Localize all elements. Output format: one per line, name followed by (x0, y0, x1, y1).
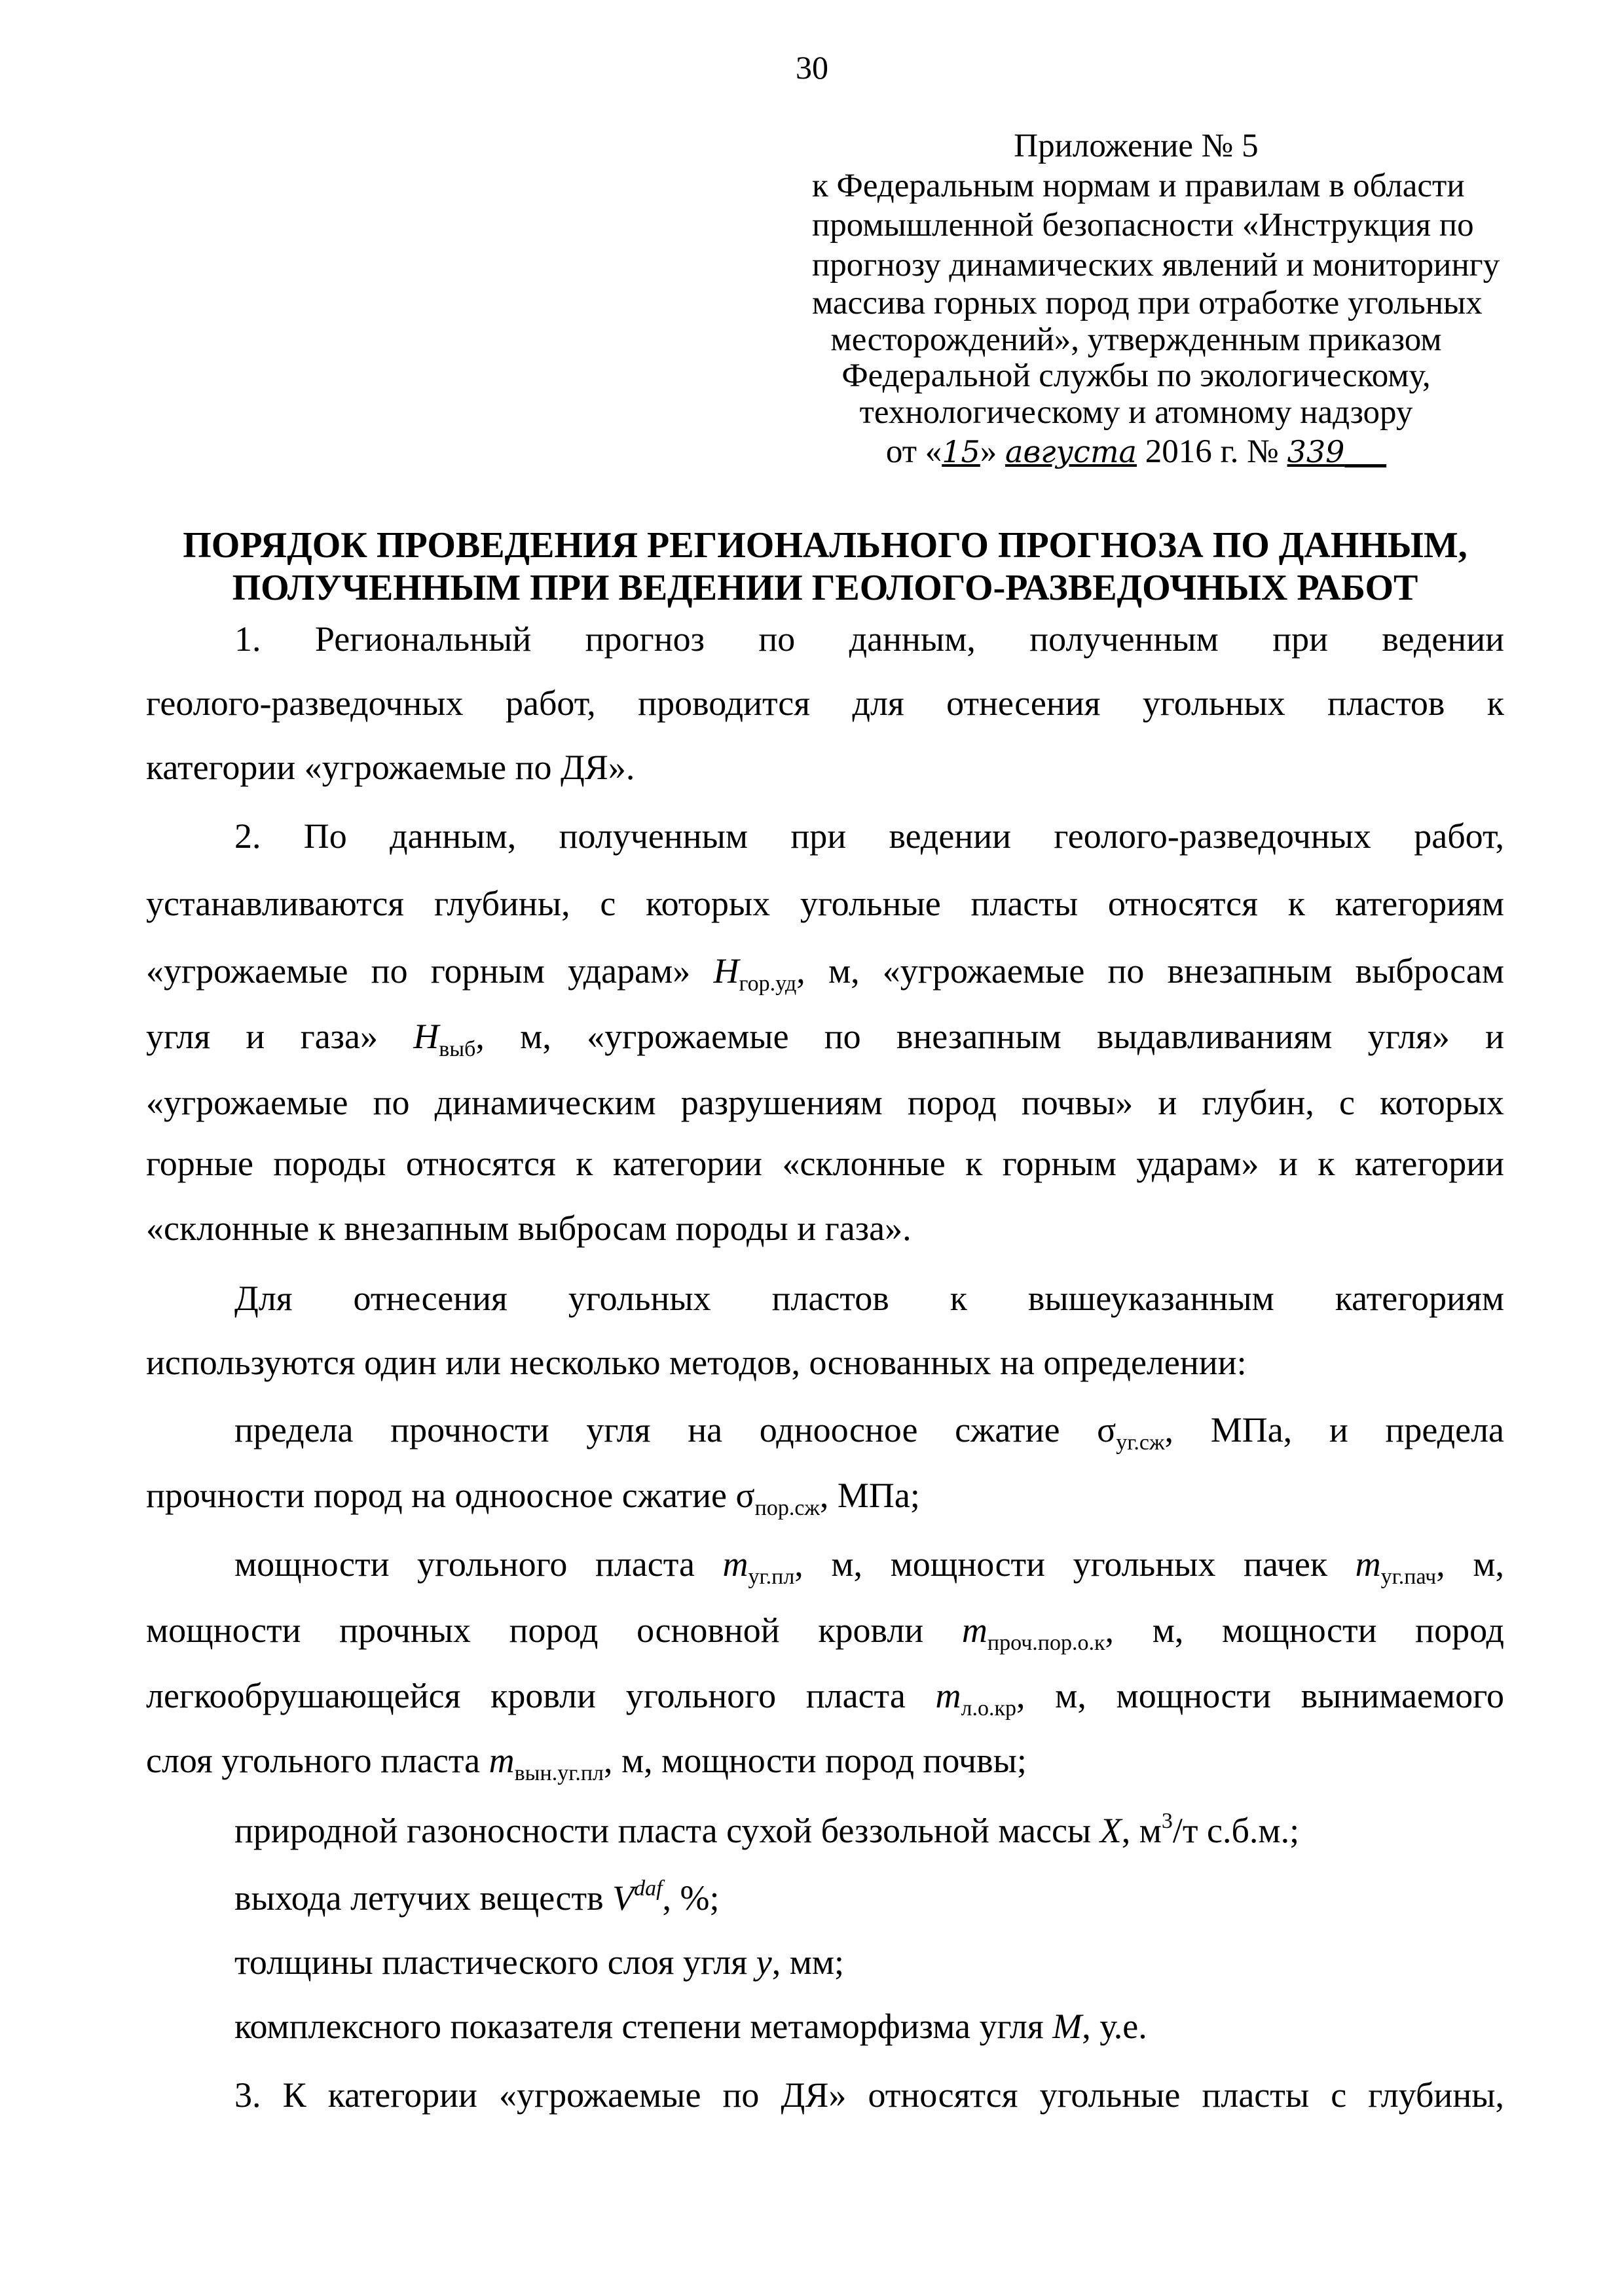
superscript: 3 (1161, 1809, 1173, 1833)
variable-symbol: V (612, 1878, 635, 1918)
body-line (234, 1537, 1504, 1592)
body-line (146, 1009, 1504, 1064)
subscript: уг.пач (1380, 1565, 1437, 1589)
text-run: комплексного показателя степени метаморфизма угля (234, 2007, 1053, 2046)
text-run: , м (1121, 1811, 1162, 1850)
header-line: промышленной безопасности «Инструкция по (812, 207, 1474, 244)
date-line-text (1344, 433, 1386, 470)
body-line (146, 943, 1504, 998)
text-run: , МПа, и предела (1164, 1410, 1505, 1449)
text-run: , м, мощности вынимаемого (1016, 1676, 1504, 1715)
body-line (146, 1468, 1504, 1523)
text-run: геолого-разведочных работ, проводится для отнесения угольных пластов к (146, 683, 1504, 723)
variable-symbol: m (935, 1676, 961, 1715)
subscript: л.о.кр (961, 1696, 1016, 1721)
body-line (146, 676, 1504, 731)
body-line (146, 740, 1504, 795)
body-line (146, 1733, 1504, 1788)
text-run: 3. К категории «угрожаемые по ДЯ» относятся угольные пласты с глубины, (234, 2075, 1504, 2115)
text-run: «угрожаемые по горным ударам» (146, 951, 714, 991)
text-run: прочности пород на одноосное сжатие σ (146, 1476, 755, 1515)
variable-symbol: H (713, 951, 739, 991)
document-title-line-1: ПОРЯДОК ПРОВЕДЕНИЯ РЕГИОНАЛЬНОГО ПРОГНОЗА ПО ДАННЫМ, (183, 525, 1467, 566)
text-run: , м, мощности пород почвы; (603, 1741, 1027, 1780)
body-line (146, 1603, 1504, 1658)
subscript: пор.сж (754, 1496, 820, 1520)
header-line: массива горных пород при отработке угольных (812, 285, 1483, 321)
text-run: /т с.б.м.; (1172, 1811, 1300, 1850)
subscript: проч.пор.о.к (987, 1631, 1105, 1655)
text-run: , м, мощности угольных пачек (794, 1544, 1356, 1584)
text-run: , МПа; (819, 1476, 920, 1515)
body-line (234, 1870, 1504, 1925)
body-line (234, 809, 1504, 864)
text-run: легкообрушающейся кровли угольного пласта (146, 1676, 936, 1715)
text-run: толщины пластического слоя угля (234, 1942, 756, 1982)
variable-symbol: m (489, 1741, 515, 1780)
variable-symbol: m (961, 1611, 987, 1650)
text-run: , м, мощности пород (1105, 1611, 1504, 1650)
header-line: Федеральной службы по экологическому, (841, 357, 1431, 394)
document-title-line-2: ПОЛУЧЕННЫМ ПРИ ВЕДЕНИИ ГЕОЛОГО-РАЗВЕДОЧНЫХ РАБОТ (232, 568, 1418, 608)
text-run: 1. Региональный прогноз по данным, полученным при ведении (234, 619, 1504, 659)
variable-symbol: M (1052, 2007, 1082, 2046)
text-run: категории «угрожаемые по ДЯ». (146, 748, 635, 787)
variable-symbol: X (1099, 1811, 1122, 1850)
body-line (234, 1999, 1504, 2054)
superscript: daf (634, 1876, 663, 1901)
handwritten-entry: 339 (1287, 434, 1345, 469)
body-line (234, 1935, 1504, 1990)
page-number: 30 (796, 49, 828, 86)
header-line: месторождений», утвержденным приказом (830, 321, 1442, 358)
body-line (146, 1136, 1504, 1191)
date-line-text: » (980, 433, 1006, 470)
variable-symbol: H (413, 1017, 439, 1056)
text-run: , м, (1436, 1544, 1505, 1584)
text-run: , у.е. (1082, 2007, 1147, 2046)
body-line (234, 1271, 1504, 1326)
body-line (146, 876, 1504, 931)
header-line: к Федеральным нормам и правилам в области (812, 168, 1465, 204)
header-line: Приложение № 5 (1014, 128, 1259, 164)
subscript: уг.сж (1116, 1430, 1165, 1455)
handwritten-entry: 15 (942, 434, 980, 469)
body-line (146, 1075, 1504, 1130)
subscript: уг.пл (748, 1565, 795, 1589)
order-date-line (812, 435, 1460, 469)
text-run: «склонные к внезапным выбросам породы и газа». (146, 1209, 912, 1248)
text-run: мощности угольного пласта (234, 1544, 723, 1584)
body-line (146, 1201, 1504, 1256)
date-line-text: от « (885, 433, 942, 470)
text-run: , %; (662, 1878, 720, 1918)
text-run: слоя угольного пласта (146, 1741, 489, 1780)
date-line-text: 2016 г. № (1136, 433, 1287, 470)
variable-symbol: m (1355, 1544, 1381, 1584)
handwritten-entry: августа (1005, 434, 1137, 469)
body-line (234, 611, 1504, 666)
body-line (146, 1668, 1504, 1723)
text-run: , м, «угрожаемые по внезапным выбросам (796, 951, 1504, 991)
text-run: устанавливаются глубины, с которых угольные пласты относятся к категориям (146, 884, 1504, 923)
text-run: Для отнесения угольных пластов к вышеуказанным категориям (234, 1279, 1504, 1318)
text-run: горные породы относятся к категории «склонные к горным ударам» и к категории (146, 1144, 1504, 1183)
subscript: гор.уд (739, 972, 797, 996)
subscript: выб (439, 1037, 476, 1061)
text-run: «угрожаемые по динамическим разрушениям пород почвы» и глубин, с которых (146, 1083, 1504, 1122)
body-line (234, 1402, 1504, 1457)
header-line: технологическому и атомному надзору (859, 394, 1413, 431)
subscript: вын.уг.пл (514, 1761, 604, 1785)
variable-symbol: m (722, 1544, 748, 1584)
text-run: , мм; (771, 1942, 845, 1982)
text-run: предела прочности угля на одноосное сжатие σ (234, 1410, 1116, 1449)
header-line: прогнозу динамических явлений и мониторингу (812, 247, 1500, 283)
text-run: используются один или несколько методов, основанных на определении: (146, 1343, 1247, 1382)
text-run: природной газоносности пласта сухой беззольной массы (234, 1811, 1100, 1850)
text-run: выхода летучих веществ (234, 1878, 613, 1918)
variable-symbol: y (756, 1942, 772, 1982)
body-line (146, 1335, 1504, 1390)
text-run: мощности прочных пород основной кровли (146, 1611, 962, 1650)
text-run: угля и газа» (146, 1017, 414, 1056)
body-line (234, 1803, 1504, 1858)
text-run: 2. По данным, полученным при ведении геолого-разведочных работ, (234, 816, 1504, 856)
text-run: , м, «угрожаемые по внезапным выдавливаниям угля» и (475, 1017, 1504, 1056)
body-line (234, 2068, 1504, 2123)
